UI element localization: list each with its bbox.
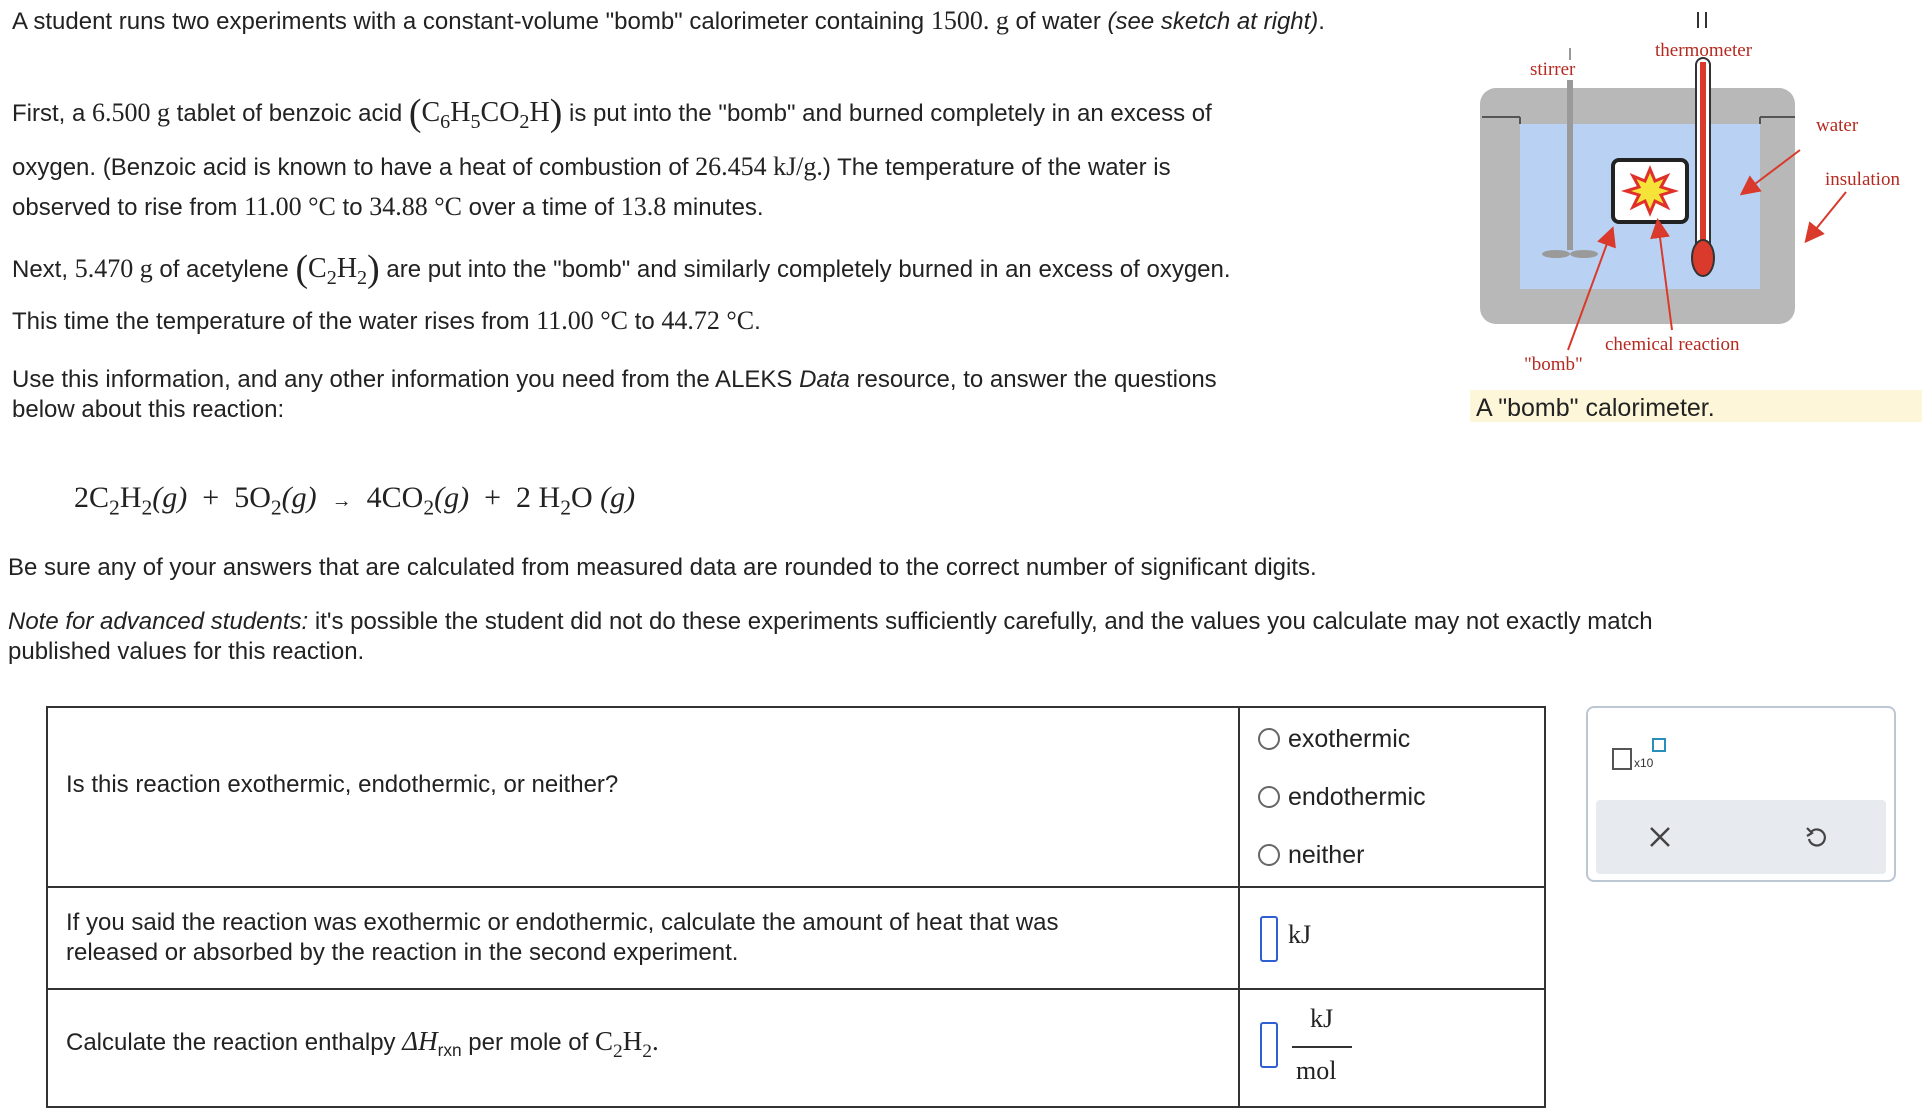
diagram-caption: A "bomb" calorimeter. [1476,394,1715,422]
keypad-action-bar [1596,800,1886,874]
enthalpy-unit-denominator: mol [1296,1056,1337,1085]
instructions-line-1: Use this information, and any other information you need from the ALEKS Data resource, to answer the questions [12,366,1217,393]
experiment-2-line-2: This time the temperature of the water rises from 11.00 °C to 44.72 °C. [12,306,761,335]
thermometer-label: thermometer [1655,40,1753,61]
advanced-note-line-2: published values for this reaction. [8,638,365,665]
calorimeter-diagram [1470,0,1922,400]
scientific-notation-base-box[interactable] [1612,748,1632,770]
intro-paragraph: A student runs two experiments with a constant-volume "bomb" calorimeter containing 1500. g of water (see sketch at right). [12,6,1325,35]
insulation-arrow [1807,192,1846,240]
table-divider [1238,708,1240,1106]
answer-tools-panel [1586,706,1896,882]
insulation-label: insulation [1825,169,1900,190]
question-table [46,706,1546,1108]
instructions-line-2: below about this reaction: [12,396,285,423]
benzoic-acid-formula: $(C_6H_5CO_2H)$ [408,92,563,134]
close-icon[interactable] [1648,825,1672,849]
explosion-icon [1626,169,1674,213]
experiment-1-line-2: oxygen. (Benzoic acid is known to have a heat of combustion of 26.454 kJ/g.) The temperature of the water is [12,152,1171,181]
stirrer-blade-right [1570,250,1598,258]
radio-neither[interactable] [1258,844,1280,866]
enthalpy-unit-numerator: kJ [1310,1004,1334,1033]
option-endothermic-label: endothermic [1288,783,1426,811]
thermometer-liquid [1700,62,1706,252]
experiment-1-line-3: observed to rise from 11.00 °C to 34.88 °C over a time of 13.8 minutes. [12,192,764,221]
undo-icon[interactable] [1804,824,1830,850]
stirrer-blade-left [1542,250,1570,258]
stirrer-label: stirrer [1530,59,1576,80]
question-enthalpy: Calculate the reaction enthalpy $\Delta H_{rxn}$ per mole of $C_2H_2$. [66,1026,659,1062]
bomb-label: "bomb" [1524,354,1583,375]
experiment-2-line-1: Next, 5.470 g of acetylene $(C_2H_2)$ are put into the "bomb" and similarly completely burned in an excess of oxygen. [12,248,1231,290]
radio-endothermic[interactable] [1258,786,1280,808]
question-heat-line-1: If you said the reaction was exothermic or endothermic, calculate the amount of heat that was [66,909,1059,936]
sig-fig-note: Be sure any of your answers that are calculated from measured data are rounded to the correct number of significant digits. [8,554,1317,581]
question-heat-line-2: released or absorbed by the reaction in the second experiment. [66,939,739,966]
table-row-3-border [48,988,1544,990]
option-endothermic[interactable] [1258,782,1426,812]
option-exothermic-label: exothermic [1288,725,1411,753]
radio-exothermic[interactable] [1258,728,1280,750]
experiment-1-line-1: First, a 6.500 g tablet of benzoic acid $(C_6H_5CO_2H)$ is put into the "bomb" and burned completely in an excess of [12,92,1212,134]
reaction-equation: $2C_2H_2(g) + 5O_2(g) \to 4CO_2(g) + 2$ $H_2O$ (g) [74,481,636,520]
option-neither[interactable] [1258,840,1364,870]
scientific-notation-exponent-box[interactable] [1652,738,1666,752]
x10-button[interactable]: x10 [1634,756,1654,770]
heat-unit: kJ [1288,920,1312,949]
thermometer-bulb [1692,240,1714,276]
stirrer-rod [1567,80,1573,250]
acetylene-formula: $(C_2H_2)$ [295,248,380,290]
chemical-reaction-label: chemical reaction [1605,334,1740,355]
enthalpy-answer-input[interactable] [1260,1022,1278,1068]
heat-answer-input[interactable] [1260,916,1278,962]
option-exothermic[interactable] [1258,724,1410,754]
fraction-bar [1292,1046,1352,1048]
thermometer-top [1698,12,1706,28]
option-neither-label: neither [1288,841,1365,869]
water-label: water [1816,115,1859,136]
table-row-2-border [48,886,1544,888]
advanced-note-line-1: Note for advanced students: it's possible the student did not do these experiments sufficiently carefully, and the values you calculate may not exactly match [8,608,1653,635]
question-exothermic: Is this reaction exothermic, endothermic, or neither? [66,771,619,798]
